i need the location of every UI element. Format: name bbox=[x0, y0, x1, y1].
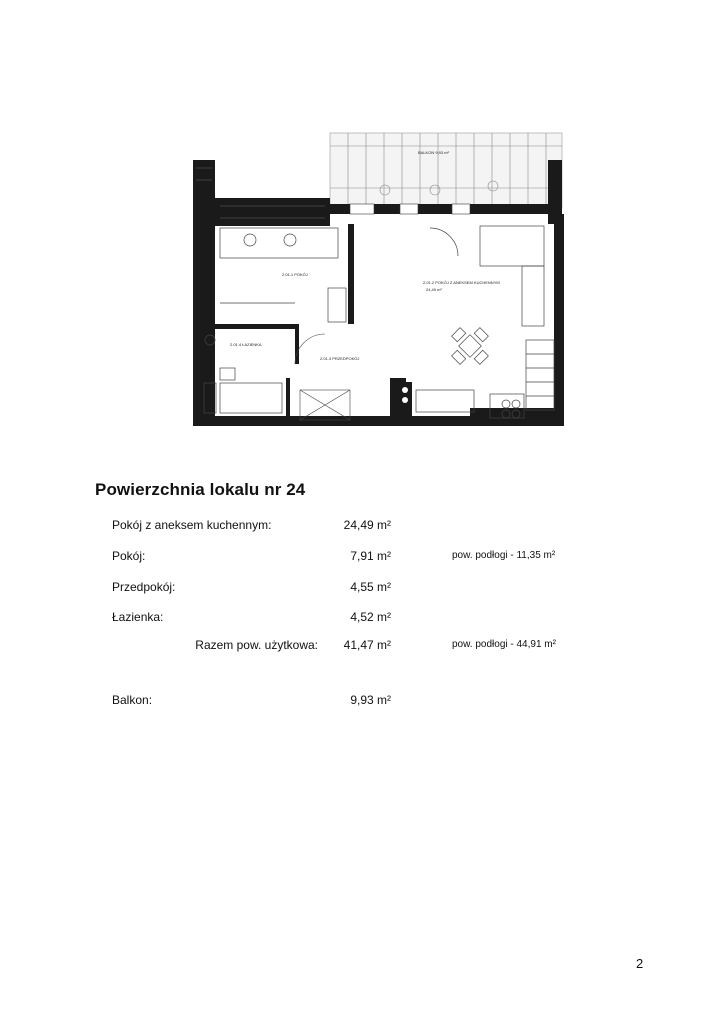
total-value: 41,47 m² bbox=[343, 638, 391, 652]
floor-plan-drawing bbox=[190, 128, 572, 434]
living-label: 2.01.2 POKÓJ Z ANEKSEM KUCHENNYM bbox=[423, 280, 500, 285]
balcony-area bbox=[330, 133, 562, 208]
total-label: Razem pow. użytkowa: bbox=[195, 638, 318, 652]
bath-label: 2.01.4 ŁAZIENKA bbox=[230, 342, 262, 347]
area-value: 4,55 m² bbox=[350, 580, 391, 594]
interior-walls bbox=[215, 224, 554, 426]
area-row-hall bbox=[0, 580, 724, 598]
area-row-total bbox=[0, 638, 724, 656]
hall-label: 2.01.3 PRZEDPOKÓJ bbox=[320, 356, 360, 361]
balcony-label: BALKON 9,93 m² bbox=[418, 150, 449, 155]
area-label: Przedpokój: bbox=[112, 580, 176, 594]
living-furniture bbox=[416, 226, 554, 418]
page-number: 2 bbox=[636, 956, 644, 971]
area-value: 4,52 m² bbox=[350, 610, 391, 624]
document-title: Powierzchnia lokalu nr 24 bbox=[95, 480, 306, 499]
area-label: Pokój z aneksem kuchennym: bbox=[112, 518, 272, 532]
area-value: 9,93 m² bbox=[350, 693, 391, 707]
hall-fixtures bbox=[295, 334, 350, 420]
area-value: 24,49 m² bbox=[343, 518, 391, 532]
area-label: Pokój: bbox=[112, 549, 146, 563]
room-label: 2.01.1 POKÓJ bbox=[282, 272, 308, 277]
area-row-bath bbox=[0, 610, 724, 628]
area-label: Łazienka: bbox=[112, 610, 164, 624]
living-area-label: 24,49 m² bbox=[426, 287, 442, 292]
floor-area-note: pow. podłogi - 11,35 m² bbox=[452, 550, 556, 561]
area-label: Balkon: bbox=[112, 693, 153, 707]
kitchen-column bbox=[398, 382, 412, 416]
windows bbox=[350, 204, 470, 214]
area-row-room bbox=[0, 549, 724, 567]
area-row-balcony bbox=[0, 693, 724, 711]
area-value: 7,91 m² bbox=[350, 549, 391, 563]
area-row-living bbox=[0, 518, 724, 536]
total-floor-area-note: pow. podłogi - 44,91 m² bbox=[452, 639, 556, 650]
